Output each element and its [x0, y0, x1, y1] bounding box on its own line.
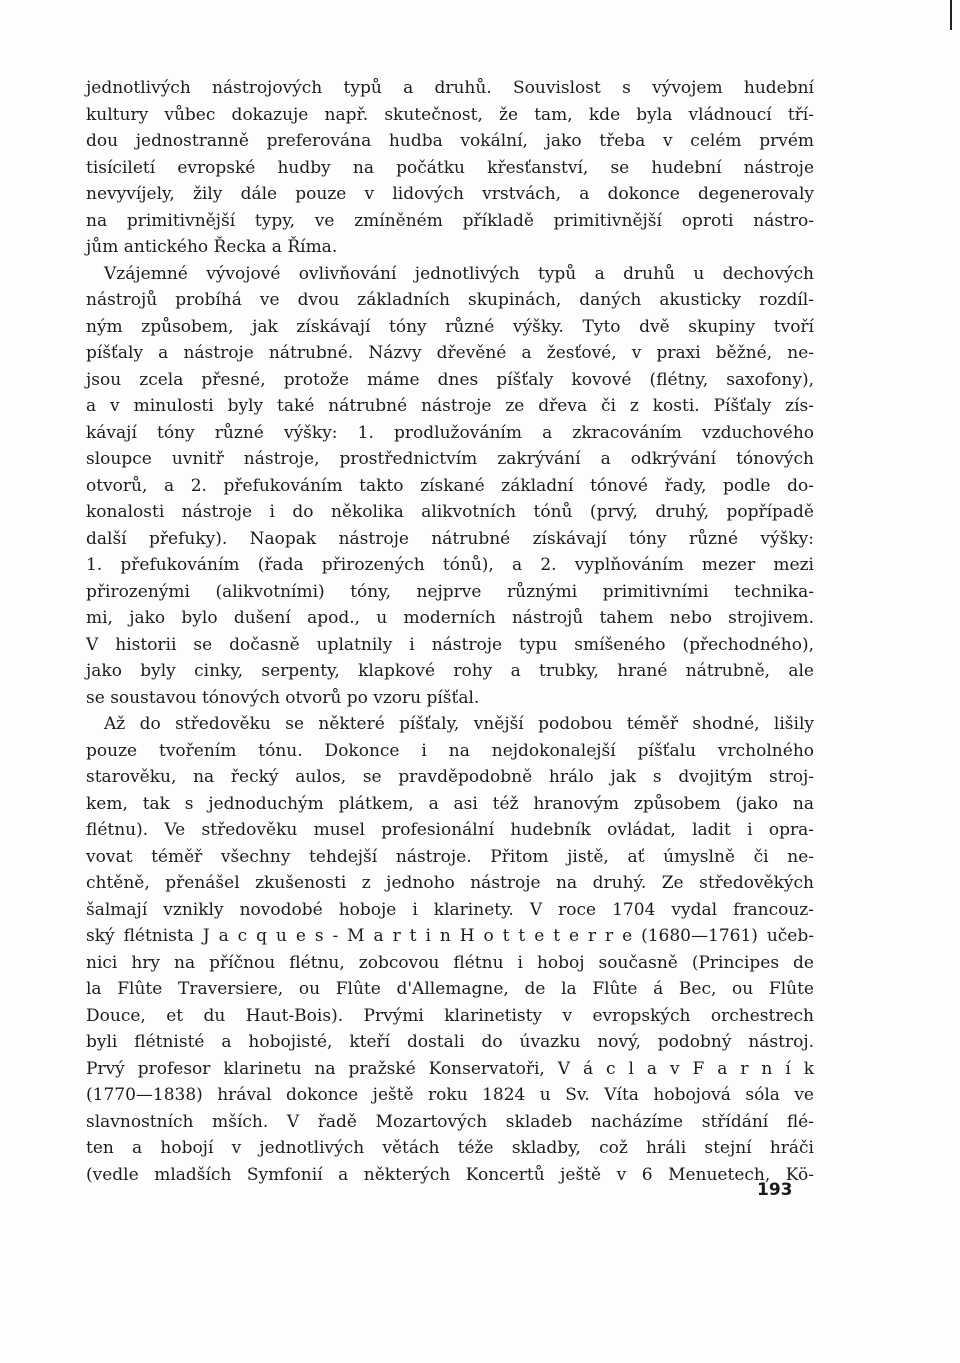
text-line: la Flûte Traversiere, ou Flûte d'Allemagne, de la Flûte á Bec, ou Flûte: [86, 979, 814, 999]
body-text: [86, 75, 814, 1188]
text-line: šalmají vznikly novodobé hoboje i klarinety. V roce 1704 vydal francouz-: [86, 899, 814, 920]
text-line: kávají tóny různé výšky: 1. prodlužováním a zkracováním vzduchového: [86, 422, 814, 443]
text-line: a v minulosti byly také nátrubné nástroje ze dřeva či z kosti. Píšťaly zís-: [86, 396, 814, 416]
text-line: otvorů, a 2. přefukováním takto získané základní tónové řady, podle do-: [86, 475, 814, 496]
text-line: Prvý profesor klarinetu na pražské Konservatoři, V á c l a v F a r n í k: [86, 1058, 814, 1079]
text-line: na primitivnější typy, ve zmíněném příkladě primitivnější oproti nástro-: [86, 210, 814, 231]
text-line: nástrojů probíhá ve dvou základních skupinách, daných akusticky rozdíl-: [86, 290, 814, 310]
text-line: nici hry na příčnou flétnu, zobcovou flétnu i hoboj současně (Principes de: [86, 952, 814, 973]
text-line: přirozenými (alikvotními) tóny, nejprve různými primitivními technika-: [86, 581, 814, 602]
text-line: mi, jako bylo dušení apod., u moderních nástrojů tahem nebo strojivem.: [86, 608, 814, 628]
text-line: jako byly cinky, serpenty, klapkové rohy a trubky, hrané nátrubně, ale: [86, 661, 814, 681]
text-line: jednotlivých nástrojových typů a druhů. Souvislost s vývojem hudební: [86, 78, 814, 98]
text-line: starověku, na řecký aulos, se pravděpodobně hrálo jak s dvojitým stroj-: [86, 767, 814, 787]
text-line: Douce, et du Haut-Bois). Prvými klarinetisty v evropských orchestrech: [86, 1005, 814, 1026]
text-line: slavnostních mších. V řadě Mozartových skladeb nacházíme střídání flé-: [86, 1111, 814, 1132]
text-line: ten a hobojí v jednotlivých větách téže skladby, což hráli stejní hráči: [86, 1138, 814, 1158]
text-line: kultury vůbec dokazuje např. skutečnost, že tam, kde byla vládnoucí tří-: [86, 104, 814, 125]
scan-edge-mark: [950, 0, 952, 30]
text-line: dou jednostranně preferována hudba vokální, jako třeba v celém prvém: [86, 131, 814, 151]
text-line: chtěně, přenášel zkušenosti z jednoho nástroje na druhý. Ze středověkých: [86, 873, 814, 893]
paragraph-2: [86, 261, 814, 712]
text-line: ský flétnista J a c q u e s - M a r t i n H o t t e t e r r e (1680—1761) učeb-: [86, 926, 814, 946]
text-line: kem, tak s jednoduchým plátkem, a asi též hranovým způsobem (jako na: [86, 793, 814, 814]
text-line: ným způsobem, jak získávají tóny různé výšky. Tyto dvě skupiny tvoří: [86, 316, 814, 337]
text-line: Vzájemné vývojové ovlivňování jednotlivých typů a druhů u dechových: [104, 263, 814, 284]
text-line: flétnu). Ve středověku musel profesionální hudebník ovládat, ladit i opra-: [86, 820, 814, 840]
page-number: 193: [757, 1180, 793, 1200]
text-line: (vedle mladších Symfonií a některých Koncertů ještě v 6 Menuetech, Kö-: [86, 1164, 814, 1185]
text-line: pouze tvořením tónu. Dokonce i na nejdokonalejší píšťalu vrcholného: [86, 740, 814, 761]
text-line: jsou zcela přesné, protože máme dnes píšťaly kovové (flétny, saxofony),: [86, 369, 814, 390]
paragraph-3: [86, 711, 814, 1188]
text-line: 1. přefukováním (řada přirozených tónů), a 2. vyplňováním mezer mezi: [86, 555, 814, 575]
text-line: Až do středověku se některé píšťaly, vnější podobou téměř shodné, lišily: [104, 714, 814, 734]
text-line: konalosti nástroje i do několika alikvotních tónů (prvý, druhý, popřípadě: [86, 502, 814, 522]
text-line: vovat téměř všechny tehdejší nástroje. Přitom jistě, ať úmyslně či ne-: [86, 846, 814, 867]
text-line: sloupce uvnitř nástroje, prostřednictvím zakrývání a odkrývání tónových: [86, 449, 814, 469]
text-line: byli flétnisté a hobojisté, kteří dostali do úvazku nový, podobný nástroj.: [86, 1032, 814, 1052]
text-line: jům antického Řecka a Říma.: [86, 237, 338, 257]
text-line: píšťaly a nástroje nátrubné. Názvy dřevěné a žesťové, v praxi běžné, ne-: [86, 343, 814, 363]
paragraph-1: [86, 75, 814, 261]
text-line: V historii se dočasně uplatnily i nástroje typu smíšeného (přechodného),: [86, 634, 814, 655]
text-line: se soustavou tónových otvorů po vzoru píšťal.: [86, 687, 480, 708]
text-line: tisíciletí evropské hudby na počátku křesťanství, se hudební nástroje: [86, 157, 814, 178]
text-line: (1770—1838) hrával dokonce ještě roku 1824 u Sv. Víta hobojová sóla ve: [86, 1085, 814, 1105]
text-line: nevyvíjely, žily dále pouze v lidových vrstvách, a dokonce degenerovaly: [86, 184, 814, 204]
text-line: další přefuky). Naopak nástroje nátrubné získávají tóny různé výšky:: [86, 528, 814, 549]
